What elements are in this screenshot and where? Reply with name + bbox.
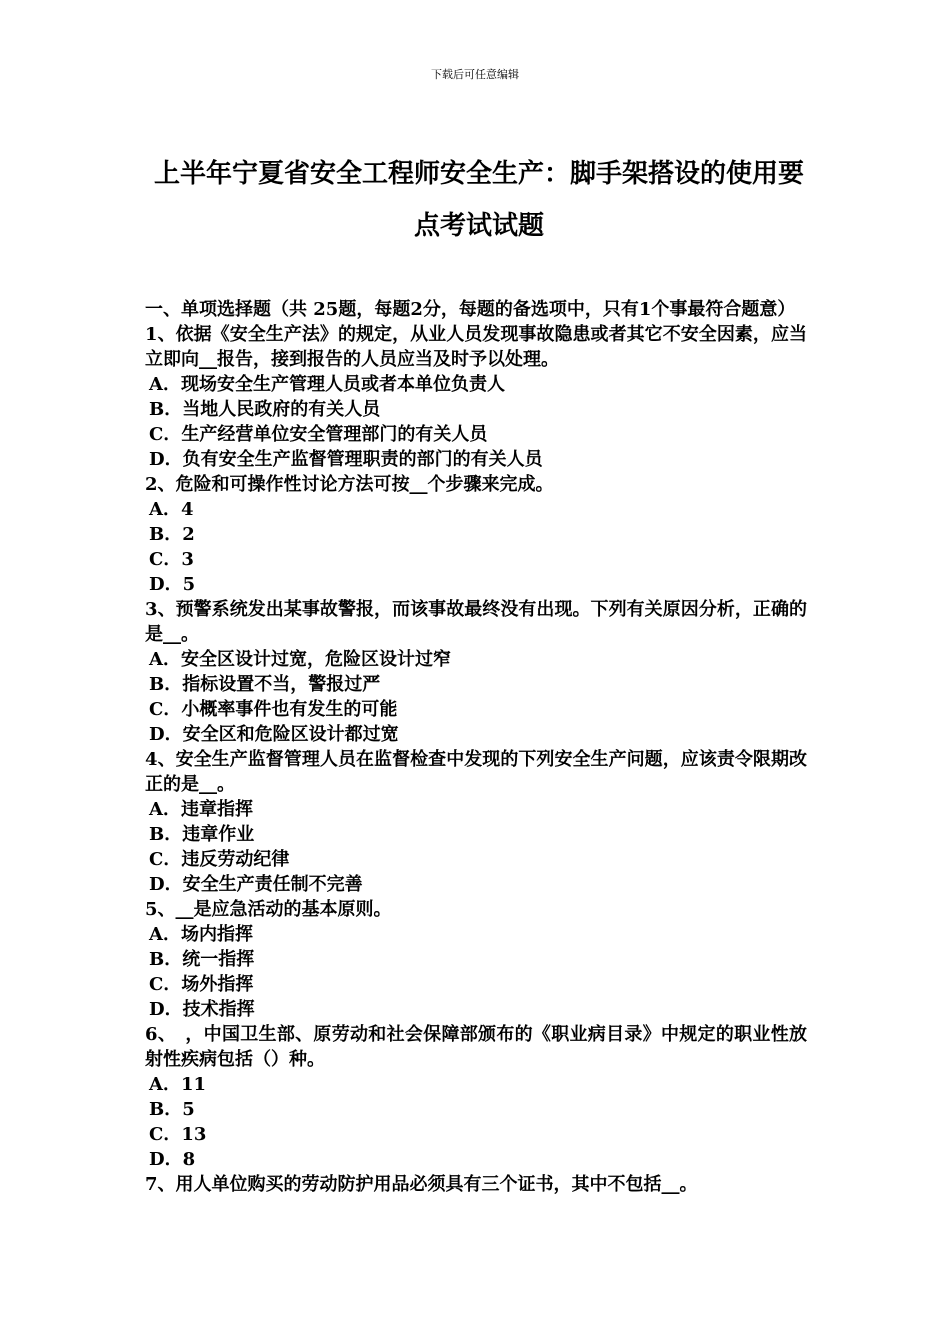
- option-list: [145, 372, 807, 472]
- question-stem: 1、依据《安全生产法》的规定，从业人员发现事故隐患或者其它不安全因素，应当立即向__报告，接到报告的人员应当及时予以处理。: [145, 324, 807, 370]
- option-list: [145, 647, 807, 747]
- answer-option: D．负有安全生产监督管理职责的部门的有关人员: [149, 449, 543, 470]
- question-stem: 3、预警系统发出某事故警报，而该事故最终没有出现。下列有关原因分析，正确的是__。: [145, 599, 807, 645]
- option-list: [145, 497, 807, 597]
- document-title: 上半年宁夏省安全工程师安全生产：脚手架搭设的使用要点考试试题: [153, 159, 804, 241]
- answer-option: A．违章指挥: [149, 799, 253, 820]
- answer-option: D．安全区和危险区设计都过宽: [149, 724, 399, 745]
- option-list: [145, 1072, 807, 1172]
- answer-option: B．当地人民政府的有关人员: [149, 399, 381, 420]
- question-block: [145, 322, 807, 472]
- option-list: [145, 922, 807, 1022]
- answer-option: C．违反劳动纪律: [149, 849, 290, 870]
- question-list: [145, 322, 807, 1197]
- question-block: [145, 747, 807, 897]
- answer-option: B．统一指挥: [149, 949, 255, 970]
- answer-option: A．安全区设计过宽，危险区设计过窄: [149, 649, 451, 670]
- answer-option: C．3: [149, 549, 194, 570]
- question-block: [145, 1022, 807, 1172]
- answer-option: B．违章作业: [149, 824, 255, 845]
- section-heading: 一、单项选择题（共 25题，每题2分，每题的备选项中，只有1个事最符合题意）: [145, 299, 796, 320]
- question-block: [145, 597, 807, 747]
- question-stem: 2、危险和可操作性讨论方法可按__个步骤来完成。: [145, 474, 554, 495]
- answer-option: D．5: [149, 574, 196, 595]
- answer-option: B．2: [149, 524, 195, 545]
- answer-option: A．4: [149, 499, 194, 520]
- page-header: 下载后可任意编辑: [431, 68, 519, 81]
- answer-option: C．生产经营单位安全管理部门的有关人员: [149, 424, 488, 445]
- answer-option: C．13: [149, 1124, 207, 1145]
- question-stem: 4、安全生产监督管理人员在监督检查中发现的下列安全生产问题，应该责令限期改正的是__。: [145, 749, 807, 795]
- answer-option: C．场外指挥: [149, 974, 254, 995]
- answer-option: C．小概率事件也有发生的可能: [149, 699, 398, 720]
- answer-option: D．安全生产责任制不完善: [149, 874, 363, 895]
- question-block: [145, 897, 807, 1022]
- option-list: [145, 797, 807, 897]
- question-block: [145, 1172, 807, 1197]
- question-stem: 6、 ，中国卫生部、原劳动和社会保障部颁布的《职业病目录》中规定的职业性放射性疾病包括（）种。: [145, 1024, 807, 1070]
- exam-content: [145, 297, 807, 1197]
- question-stem: 5、__是应急活动的基本原则。: [145, 899, 392, 920]
- answer-option: B．5: [149, 1099, 195, 1120]
- answer-option: D．8: [149, 1149, 196, 1170]
- answer-option: A．11: [149, 1074, 207, 1095]
- answer-option: B．指标设置不当，警报过严: [149, 674, 381, 695]
- answer-option: D．技术指挥: [149, 999, 255, 1020]
- question-block: [145, 472, 807, 597]
- answer-option: A．现场安全生产管理人员或者本单位负责人: [149, 374, 505, 395]
- answer-option: A．场内指挥: [149, 924, 253, 945]
- question-stem: 7、用人单位购买的劳动防护用品必须具有三个证书，其中不包括__。: [145, 1174, 698, 1195]
